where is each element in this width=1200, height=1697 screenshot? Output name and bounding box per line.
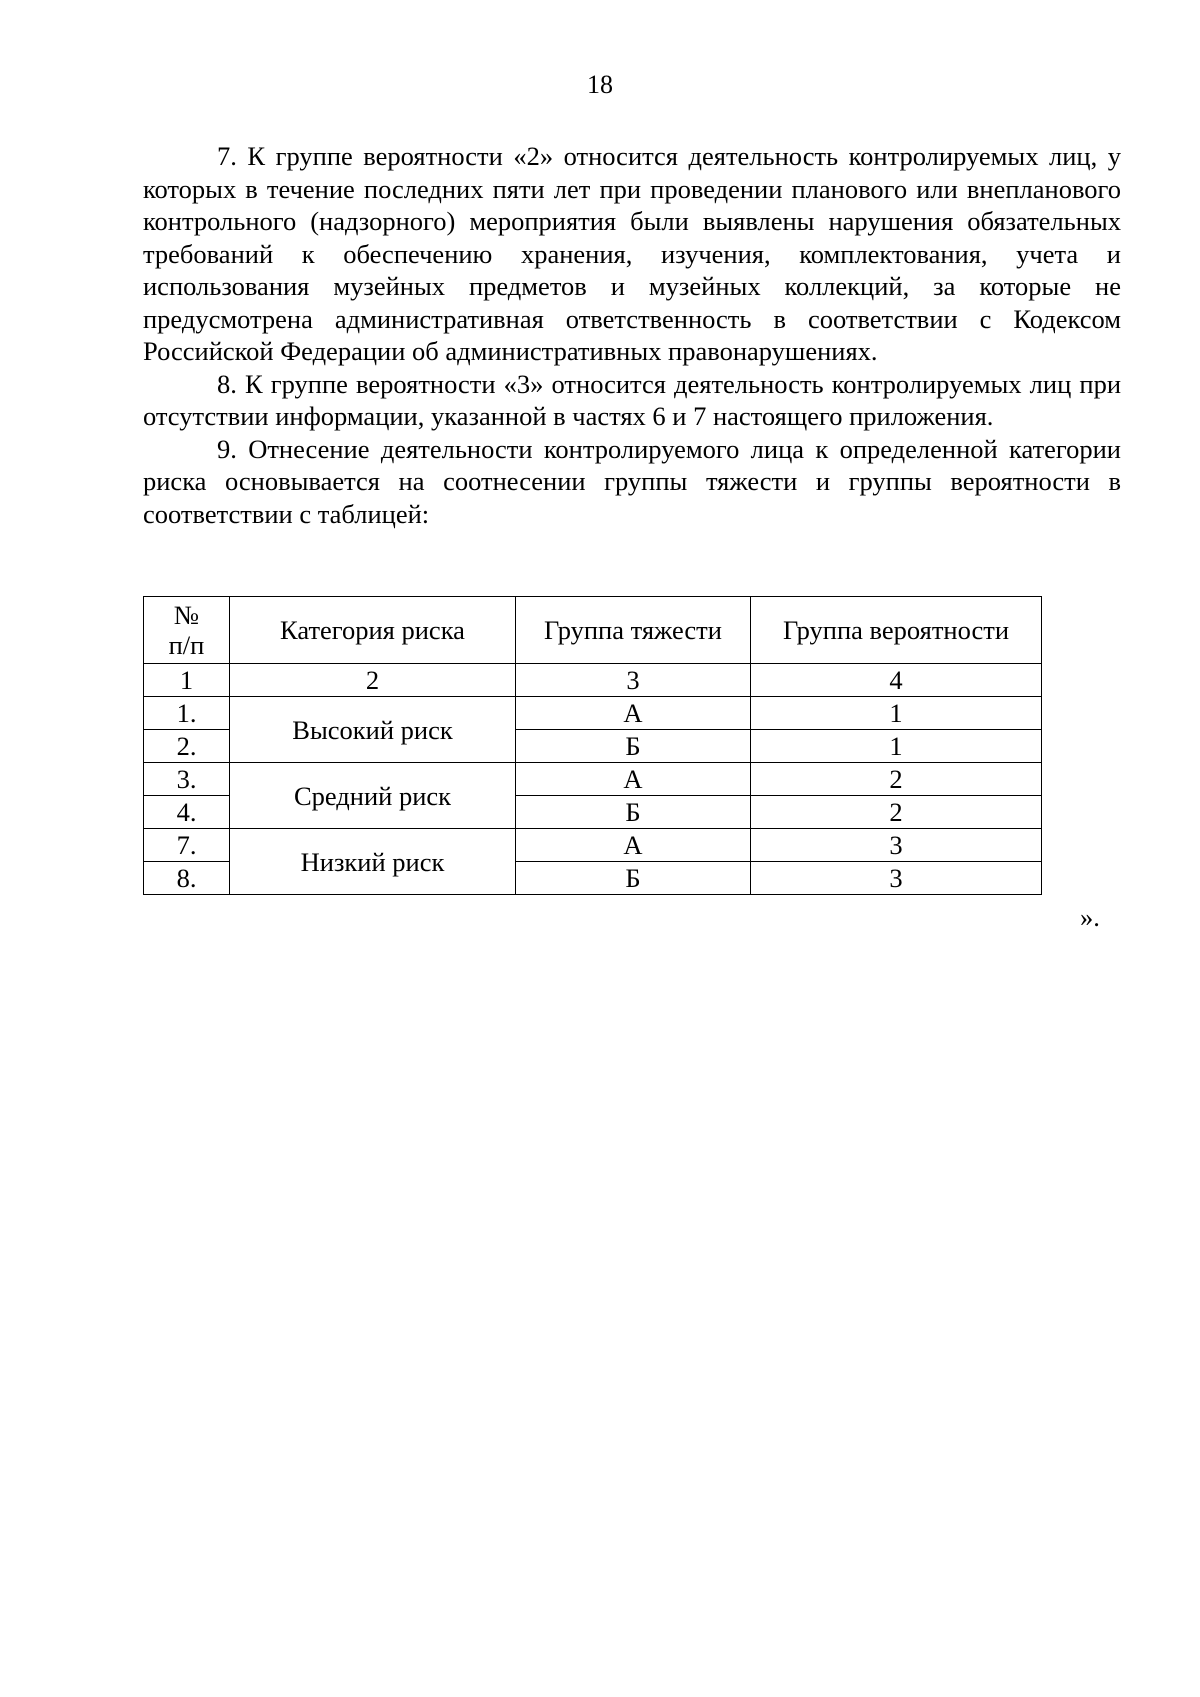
table-row xyxy=(144,829,1042,862)
column-number-cell: 2 xyxy=(230,664,516,697)
column-number-cell: 1 xyxy=(144,664,230,697)
row-number: 7. xyxy=(144,829,230,862)
risk-category-table xyxy=(143,596,1042,895)
row-number: 3. xyxy=(144,763,230,796)
severity-cell: А xyxy=(516,829,751,862)
paragraph-7: 7. К группе вероятности «2» относится деятельность контролируемых лиц, у которых в течение последних пяти лет при проведении планового или внепланового контрольного (надзорного) мероприятия были выявлены нарушения обязательных требований к обеспечению хранения, изучения, комплектования, учета и использования музейных предметов и музейных коллекций, за которые не предусмотрена административная ответственность в соответствии с Кодексом Российской Федерации об административных правонарушениях. xyxy=(143,141,1121,366)
probability-cell: 2 xyxy=(751,796,1042,829)
severity-cell: А xyxy=(516,697,751,730)
column-number-cell: 3 xyxy=(516,664,751,697)
row-number: 1. xyxy=(144,697,230,730)
severity-cell: А xyxy=(516,763,751,796)
page-number: 18 xyxy=(587,70,613,99)
paragraph-8: 8. К группе вероятности «3» относится деятельность контролируемых лиц при отсутствии информации, указанной в частях 6 и 7 настоящего приложения. xyxy=(143,368,1121,431)
risk-category-cell: Низкий риск xyxy=(230,829,516,895)
row-number: 8. xyxy=(144,862,230,895)
header-number-line1: № xyxy=(173,600,200,630)
table-header-row xyxy=(144,597,1042,664)
severity-cell: Б xyxy=(516,730,751,763)
header-number-line2: п/п xyxy=(168,630,205,660)
probability-cell: 3 xyxy=(751,862,1042,895)
paragraph-9: 9. Отнесение деятельности контролируемого лица к определенной категории риска основывается на соотнесении группы тяжести и группы вероятности в соответствии с таблицей: xyxy=(143,433,1121,529)
closing-quote: ». xyxy=(1080,902,1100,932)
severity-cell: Б xyxy=(516,796,751,829)
risk-category-cell: Высокий риск xyxy=(230,697,516,763)
probability-cell: 2 xyxy=(751,763,1042,796)
risk-category-cell: Средний риск xyxy=(230,763,516,829)
column-number-row xyxy=(144,664,1042,697)
header-severity: Группа тяжести xyxy=(516,597,751,664)
header-probability: Группа вероятности xyxy=(751,597,1042,664)
probability-cell: 1 xyxy=(751,730,1042,763)
column-number-cell: 4 xyxy=(751,664,1042,697)
header-number xyxy=(144,597,230,664)
probability-cell: 3 xyxy=(751,829,1042,862)
row-number: 4. xyxy=(144,796,230,829)
table-row xyxy=(144,763,1042,796)
probability-cell: 1 xyxy=(751,697,1042,730)
table-row xyxy=(144,697,1042,730)
body-text xyxy=(143,140,1121,530)
severity-cell: Б xyxy=(516,862,751,895)
header-category: Категория риска xyxy=(230,597,516,664)
row-number: 2. xyxy=(144,730,230,763)
